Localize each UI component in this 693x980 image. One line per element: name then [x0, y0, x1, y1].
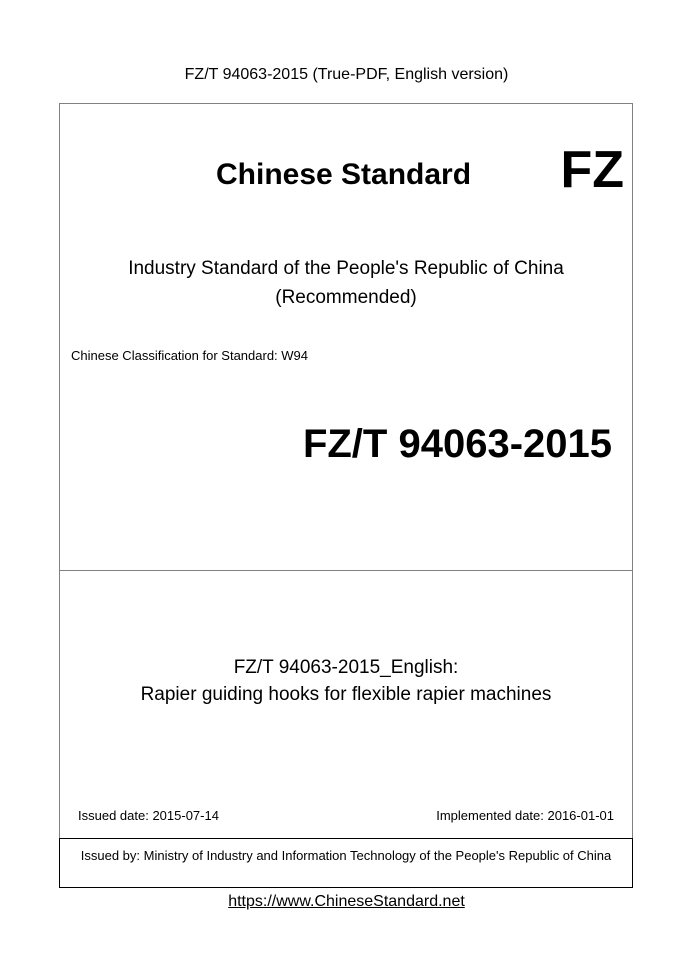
issued-date: Issued date: 2015-07-14	[78, 808, 219, 823]
standard-type-title: Chinese Standard	[216, 158, 472, 191]
website-link[interactable]: https://www.ChineseStandard.net	[228, 893, 465, 910]
footer	[0, 893, 693, 911]
issued-by-text: Issued by: Ministry of Industry and Information Technology of the People's Republic of China	[80, 848, 612, 863]
classification-label: Chinese Classification for Standard: W94	[71, 348, 309, 363]
document-header: FZ/T 94063-2015 (True-PDF, English version)	[184, 66, 509, 83]
section-divider	[60, 570, 632, 571]
cover-frame	[59, 103, 633, 839]
industry-standard-line: Industry Standard of the People's Republic of China	[128, 258, 564, 279]
standard-number: FZ/T 94063-2015	[302, 422, 612, 466]
recommended-line: (Recommended)	[275, 287, 417, 308]
english-title-line: FZ/T 94063-2015_English:	[233, 657, 459, 678]
implemented-date: Implemented date: 2016-01-01	[436, 808, 614, 823]
standard-title: Rapier guiding hooks for flexible rapier machines	[140, 684, 552, 705]
issuer-box	[59, 838, 633, 888]
standard-prefix-mark: FZ	[560, 141, 624, 199]
